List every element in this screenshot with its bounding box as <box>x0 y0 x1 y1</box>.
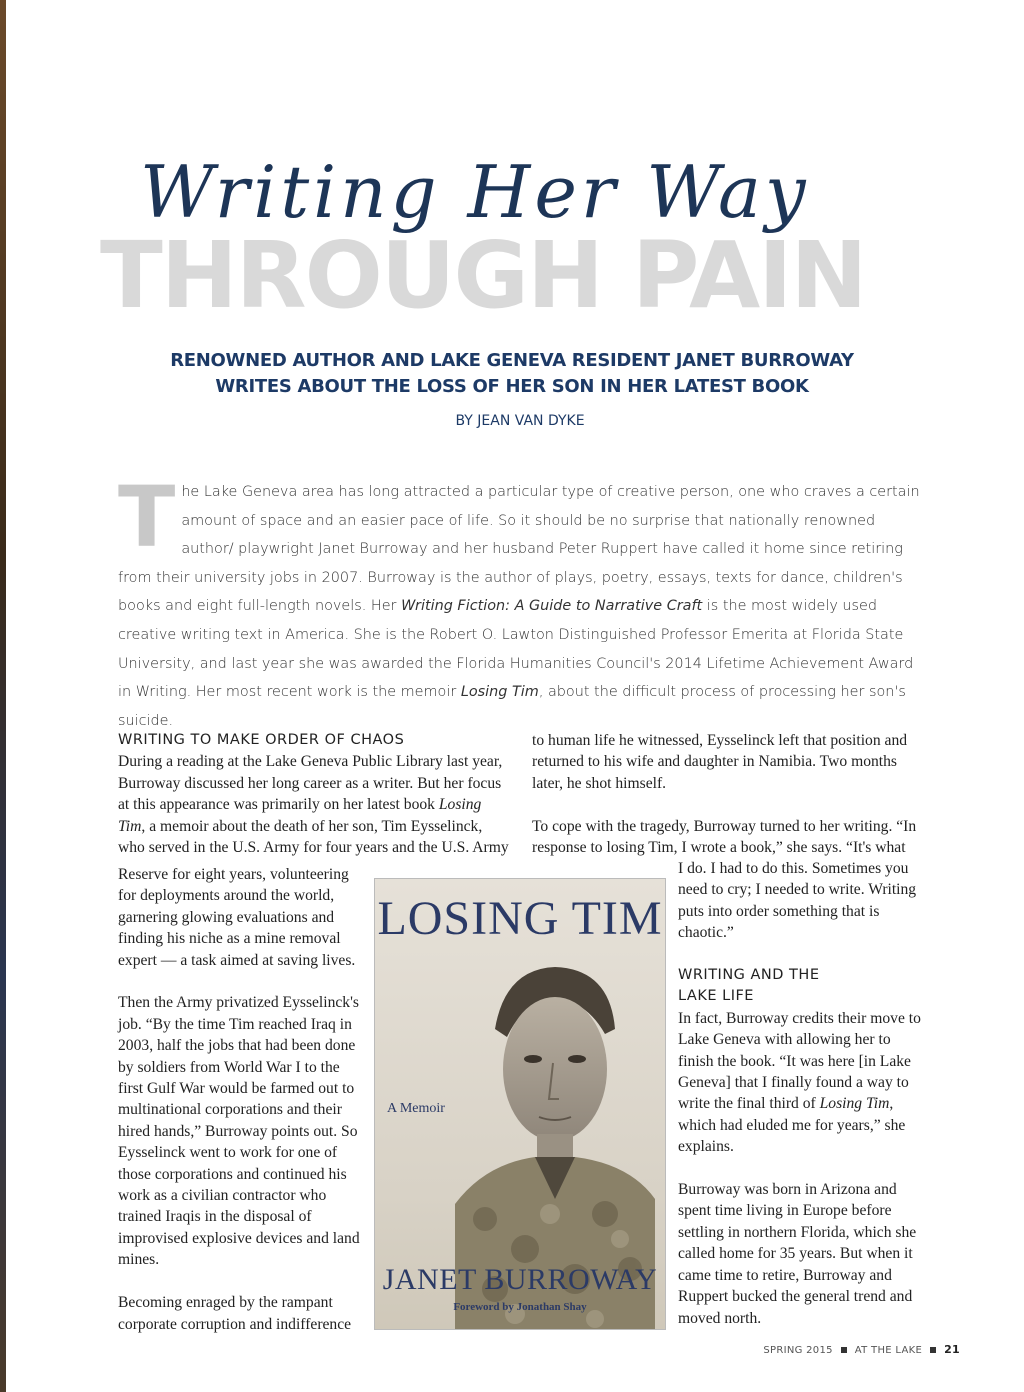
col1-book-title: Losing Tim <box>118 796 482 835</box>
intro-book-title: Writing Fiction: A Guide to Narrative Craft <box>401 598 703 615</box>
headline: THROUGH PAIN <box>100 222 866 329</box>
col2-book-title: Losing Tim <box>819 1095 890 1113</box>
section-heading-chaos: WRITING TO MAKE ORDER OF CHAOS <box>118 732 405 748</box>
column-1-narrow <box>118 864 360 1356</box>
page-number: 21 <box>944 1343 960 1356</box>
col2-text: In fact, Burroway credits their move to Lake Geneva with allowing her to finish the book. “It was here [in Lake Geneva] that I finally found a way to write the final third of <box>678 1009 921 1113</box>
subheadline-line-2: WRITES ABOUT THE LOSS OF HER SON IN HER LATEST BOOK <box>215 376 809 397</box>
col1-paragraph-1 <box>118 751 510 858</box>
subheadline-line-1: RENOWNED AUTHOR AND LAKE GENEVA RESIDENT JANET BURROWAY <box>170 350 854 371</box>
col2-paragraph-4: Burroway was born in Arizona and spent time living in Europe before settling in northern Florida, which she called home for 35 years. But when it came time to retire, Burroway and Ruppert bucked the general trend and moved north. <box>678 1181 917 1327</box>
book-cover-author: JANET BURROWAY <box>382 1263 658 1296</box>
square-bullet-icon <box>841 1347 847 1353</box>
intro-paragraph <box>118 468 924 735</box>
page-edge <box>0 0 6 1392</box>
book-cover-title: LOSING TIM <box>377 892 663 945</box>
col1-paragraph-2: Then the Army privatized Eysselinck's job. “By the time Tim reached Iraq in 2003, half the jobs that had been done by soldiers from World War I to the first Gulf War would be farmed out to multinational corporations and their hired hands,” Burroway points out. So Eysselinck went to work for one of those corporations and continued his work as a civilian contractor who trained Iraqis in the disposal of improvised explosive devices and land mines. <box>118 994 360 1269</box>
column-2-narrow <box>678 858 924 1350</box>
column-1-top <box>118 730 510 880</box>
script-title: Writing Her Way <box>140 150 810 234</box>
book-cover-image <box>374 878 666 1330</box>
col1-text: During a reading at the Lake Geneva Public Library last year, Burroway discussed her long career as a writer. But her focus at this appearance was primarily on her latest book <box>118 753 503 814</box>
col1-paragraph-1-cont: Reserve for eight years, volunteering for deployments around the world, garnering glowing evaluations and finding his niche as a mine removal expert — a task aimed at saving lives. <box>118 866 356 969</box>
col2-text: , which had eluded me for years,” she explains. <box>678 1095 906 1156</box>
col2-paragraph-2: To cope with the tragedy, Burroway turned to her writing. “In response to losing Tim, I wrote a book,” she says. “It's what <box>532 817 917 857</box>
book-cover-foreword: Foreword by Jonathan Shay <box>453 1301 587 1313</box>
col2-paragraph-2-cont: I do. I had to do this. Sometimes you need to cry; I needed to write. Writing puts into order something that is chaotic.” <box>678 860 917 942</box>
drop-cap: T <box>118 468 176 566</box>
square-bullet-icon <box>930 1347 936 1353</box>
page-footer <box>763 1343 960 1356</box>
intro-text-3: , about the difficult process of processing her son's suicide. <box>118 684 906 729</box>
intro-text-2: is the most widely used creative writing text in America. She is the Robert O. Lawton Distinguished Professor Emerita at Florida State University, and last year she was awarded the Florida Humanities Council's 2014 Lifetime Achievement Award in Writing. Her most recent work is the memoir <box>118 598 914 701</box>
byline: BY JEAN VAN DYKE <box>455 413 585 429</box>
intro-memoir-title: Losing Tim <box>460 684 539 701</box>
subheadline <box>100 348 924 400</box>
section-heading-lake-life: WRITING AND THE LAKE LIFE <box>678 967 820 1005</box>
intro-text-1: he Lake Geneva area has long attracted a particular type of creative person, one who craves a certain amount of space and an easier pace of life. So it should be no surprise that nationally renowned author/ playwright Janet Burroway and her husband Peter Ruppert have called it home since retiring from their university jobs in 2007. Burroway is the author of plays, poetry, essays, texts for dance, children's books and eight full-length novels. Her <box>118 484 920 615</box>
footer-issue: SPRING 2015 <box>763 1345 833 1356</box>
footer-magazine: AT THE LAKE <box>854 1345 923 1356</box>
col2-paragraph-1: to human life he witnessed, Eysselinck left that position and returned to his wife and daughter in Namibia. Two months later, he shot himself. <box>532 732 908 792</box>
col2-paragraph-3 <box>678 1008 924 1158</box>
col1-paragraph-3: Becoming enraged by the rampant corporate corruption and indifference <box>118 1294 352 1333</box>
book-cover-subtitle: A Memoir <box>387 1101 445 1116</box>
col1-text: , a memoir about the death of her son, Tim Eysselinck, who served in the U.S. Army for four years and the U.S. Army <box>118 817 509 857</box>
